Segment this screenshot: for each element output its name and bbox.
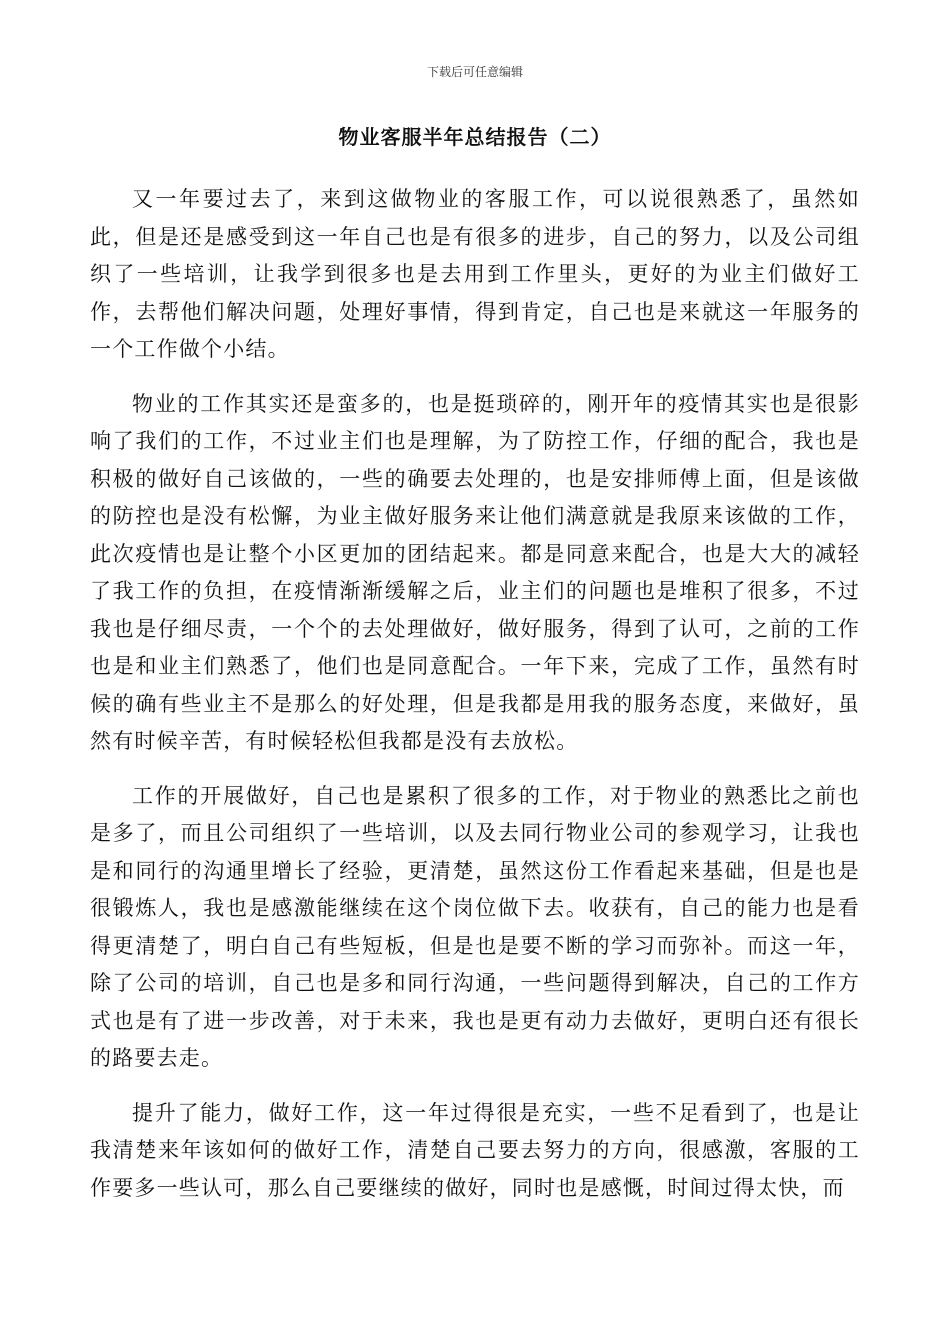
document-title: 物业客服半年总结报告（二）	[338, 125, 612, 149]
paragraph-3: 工作的开展做好，自己也是累积了很多的工作，对于物业的熟悉比之前也是多了，而且公司组织了一些培训，以及去同行物业公司的参观学习，让我也是和同行的沟通里增长了经验，更清楚，虽然这份工作看起来基础，但是也是很锻炼人，我也是感激能继续在这个岗位做下去。收获有，自己的能力也是看得更清楚了，明白自己有些短板，但是也是要不断的学习而弥补。而这一年，除了公司的培训，自己也是多和同行沟通，一些问题得到解决，自己的工作方式也是有了进一步改善，对于未来，我也是更有动力去做好，更明白还有很长的路要去走。	[90, 783, 860, 1070]
paragraph-2: 物业的工作其实还是蛮多的，也是挺琐碎的，刚开年的疫情其实也是很影响了我们的工作，不过业主们也是理解，为了防控工作，仔细的配合，我也是积极的做好自己该做的，一些的确要去处理的，也是安排师傅上面，但是该做的防控也是没有松懈，为业主做好服务来让他们满意就是我原来该做的工作，此次疫情也是让整个小区更加的团结起来。都是同意来配合，也是大大的减轻了我工作的负担，在疫情渐渐缓解之后，业主们的问题也是堆积了很多，不过我也是仔细尽责，一个个的去处理做好，做好服务，得到了认可，之前的工作也是和业主们熟悉了，他们也是同意配合。一年下来，完成了工作，虽然有时候的确有些业主不是那么的好处理，但是我都是用我的服务态度，来做好，虽然有时候辛苦，有时候轻松但我都是没有去放松。	[90, 391, 860, 753]
document-body	[90, 181, 860, 1224]
paragraph-4: 提升了能力，做好工作，这一年过得很是充实，一些不足看到了，也是让我清楚来年该如何的做好工作，清楚自己要去努力的方向，很感激，客服的工作要多一些认可，那么自己要继续的做好，同时也是感慨，时间过得太快，而	[90, 1100, 860, 1200]
page-header-note: 下载后可任意编辑	[426, 65, 523, 79]
paragraph-1: 又一年要过去了，来到这做物业的客服工作，可以说很熟悉了，虽然如此，但是还是感受到这一年自己也是有很多的进步，自己的努力，以及公司组织了一些培训，让我学到很多也是去用到工作里头，更好的为业主们做好工作，去帮他们解决问题，处理好事情，得到肯定，自己也是来就这一年服务的一个工作做个小结。	[90, 187, 860, 361]
